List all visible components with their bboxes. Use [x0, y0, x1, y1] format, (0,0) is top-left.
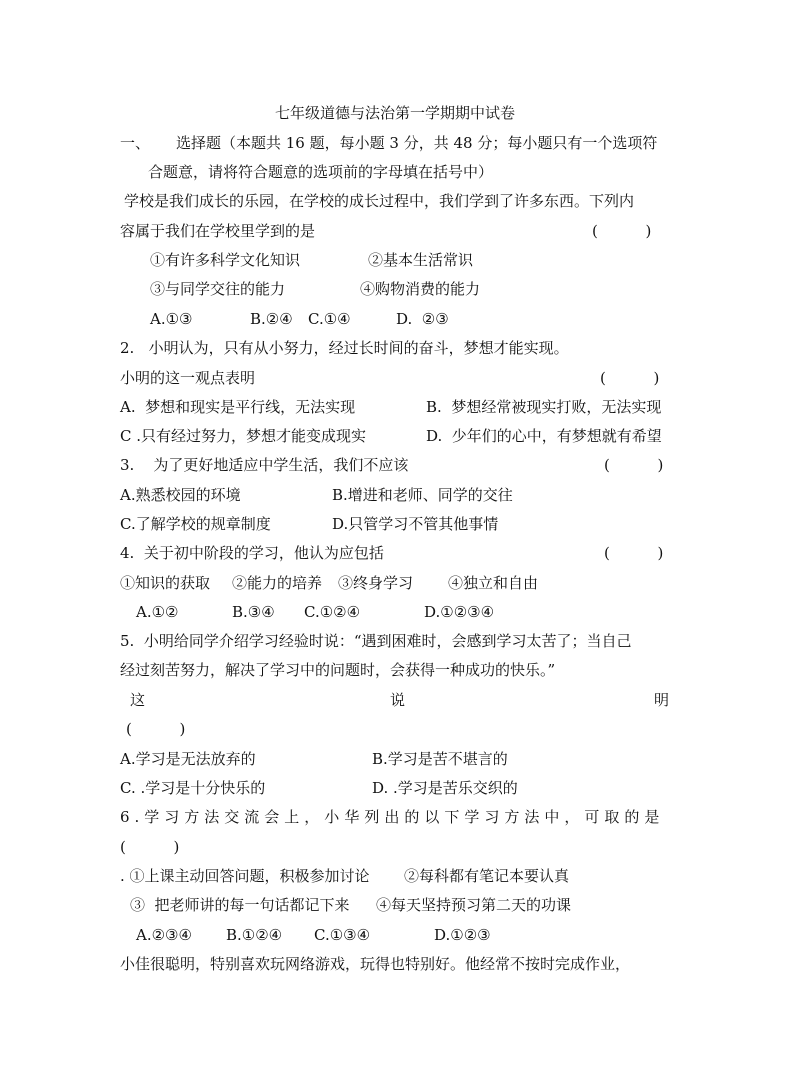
q2-option-b: B. 梦想经常被现实打败，无法实现	[426, 398, 662, 416]
q4-item-1: ①知识的获取	[120, 574, 211, 592]
q1-answer-bracket: ( )	[592, 222, 652, 240]
q5-option-c: C. .学习是十分快乐的	[120, 779, 266, 797]
q3-option-d: D.只管学习不管其他事情	[332, 515, 499, 533]
q5-stem-line1: 5. 小明给同学介绍学习经验时说：“遇到困难时，会感到学习太苦了；当自己	[120, 632, 632, 650]
q5-option-b: B.学习是苦不堪言的	[372, 750, 508, 768]
section-number: 一、	[120, 134, 151, 152]
q4-item-4: ④独立和自由	[448, 574, 539, 592]
q2-option-a: A. 梦想和现实是平行线，无法实现	[120, 398, 356, 416]
q4-stem: 4. 关于初中阶段的学习，他认为应包括	[120, 544, 384, 562]
q4-item-2: ②能力的培养	[232, 574, 323, 592]
q5-stem-word-2: 说	[390, 691, 406, 709]
q1-option-d: D. ②③	[396, 310, 449, 328]
q1-option-b: B.②④	[250, 310, 293, 328]
q3-option-c: C.了解学校的规章制度	[120, 515, 271, 533]
q5-option-d: D. .学习是苦乐交织的	[372, 779, 518, 797]
q4-option-d: D.①②③④	[424, 603, 495, 621]
q3-answer-bracket: ( )	[604, 456, 664, 474]
q3-option-a: A.熟悉校园的环境	[120, 486, 241, 504]
q1-item-3: ③与同学交往的能力	[150, 280, 286, 298]
q6-item-3: ③ 把老师讲的每一句话都记下来	[130, 896, 350, 914]
q1-item-4: ④购物消费的能力	[360, 280, 481, 298]
q1-stem-line1: 学校是我们成长的乐园，在学校的成长过程中，我们学到了许多东西。下列内	[124, 192, 635, 210]
q3-stem: 3. 为了更好地适应中学生活，我们不应该	[120, 456, 409, 474]
q6-item-2: ②每科都有笔记本要认真	[404, 867, 570, 885]
q6-option-b: B.①②④	[226, 926, 283, 944]
q7-stem-line1: 小佳很聪明，特别喜欢玩网络游戏，玩得也特别好。他经常不按时完成作业，	[120, 955, 631, 973]
q6-option-c: C.①③④	[314, 926, 371, 944]
q5-stem-line2: 经过刻苦努力，解决了学习中的问题时，会获得一种成功的快乐。”	[120, 661, 556, 679]
q2-option-c: C .只有经过努力，梦想才能变成现实	[120, 427, 367, 445]
q1-item-2: ②基本生活常识	[368, 251, 474, 269]
q5-answer-bracket: ( )	[126, 720, 186, 738]
q4-answer-bracket: ( )	[604, 544, 664, 562]
q2-stem-line1: 2. 小明认为，只有从小努力，经过长时间的奋斗，梦想才能实现。	[120, 339, 569, 357]
q6-item-4: ④每天坚持预习第二天的功课	[376, 896, 572, 914]
q1-stem-line2: 容属于我们在学校里学到的是	[120, 222, 316, 240]
q4-item-3: ③终身学习	[338, 574, 414, 592]
section-heading-line1: 选择题（本题共 16 题，每小题 3 分，共 48 分；每小题只有一个选项符	[176, 134, 658, 152]
q6-answer-bracket: ( )	[120, 838, 180, 856]
section-heading-line2: 合题意，请将符合题意的选项前的字母填在括号中）	[148, 163, 494, 181]
q1-option-a: A.①③	[150, 310, 193, 328]
q5-stem-word-1: 这	[130, 691, 146, 709]
q1-item-1: ①有许多科学文化知识	[150, 251, 301, 269]
q1-option-c: C.①④	[308, 310, 351, 328]
q6-option-a: A.②③④	[136, 926, 192, 944]
q2-option-d: D. 少年们的心中，有梦想就有希望	[426, 427, 662, 445]
q5-stem-word-3: 明	[654, 691, 670, 709]
q4-option-b: B.③④	[232, 603, 275, 621]
q2-answer-bracket: ( )	[600, 369, 660, 387]
exam-title: 七年级道德与法治第一学期期中试卷	[274, 104, 515, 122]
q6-stem: 6.学习方法交流会上，小华列出的以下学习方法中，可取的是	[120, 808, 665, 826]
q3-option-b: B.增进和老师、同学的交往	[332, 486, 513, 504]
q2-stem-line2: 小明的这一观点表明	[120, 369, 256, 387]
q5-option-a: A.学习是无法放弃的	[120, 750, 256, 768]
q6-option-d: D.①②③	[434, 926, 491, 944]
q4-option-a: A.①②	[136, 603, 179, 621]
q4-option-c: C.①②④	[304, 603, 361, 621]
q6-item-1: . ①上课主动回答问题，积极参加讨论	[120, 867, 370, 885]
